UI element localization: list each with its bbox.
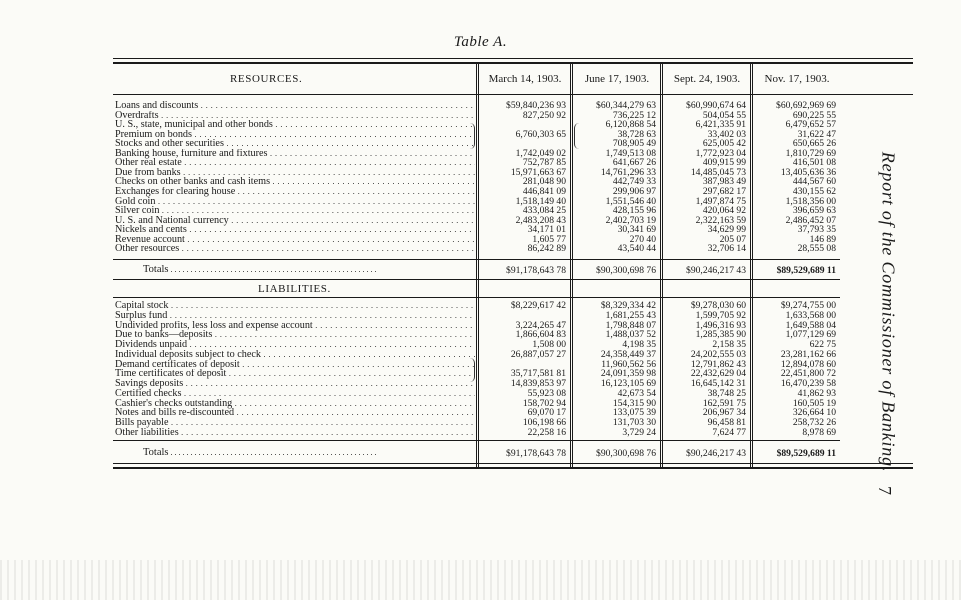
table-cell: 420,064 92	[702, 205, 746, 217]
column-rule	[660, 64, 661, 468]
column-rule	[478, 64, 479, 468]
row-label: Gold coin . . .	[115, 197, 475, 207]
top-rule	[113, 58, 913, 59]
table-cell: 24,091,359 98	[600, 368, 656, 380]
page-number: 7	[875, 486, 895, 495]
row-label: Loans and discounts . . .	[115, 101, 475, 111]
table-cell: 297,682 17	[702, 185, 746, 197]
table-cell: 1,681,255 43	[605, 309, 656, 321]
column-rule	[750, 64, 751, 468]
page-edge-speckle	[0, 560, 961, 600]
table-cell: 641,667 26	[612, 157, 656, 169]
liabilities-title: LIABILITIES.	[258, 283, 331, 295]
column-rule	[572, 64, 573, 468]
table-cell: $60,344,279 63	[596, 100, 656, 111]
brace	[470, 358, 475, 382]
row-label: Nickels and cents . . .	[115, 225, 475, 235]
table-cell: 7,624 77	[712, 426, 746, 438]
table-cell: 3,224,265 47	[515, 319, 566, 331]
column-rule	[570, 64, 571, 468]
table-cell: 35,717,581 81	[510, 368, 566, 380]
subtotal-rule	[113, 440, 840, 441]
table-cell: 12,894,078 60	[780, 358, 836, 370]
table-cell: $9,274,755 00	[780, 300, 836, 311]
table-cell: 2,158 35	[712, 339, 746, 350]
row-label: U. S. and National currency . . .	[115, 216, 475, 226]
table-cell: 430,155 62	[792, 185, 836, 197]
table-cell: 1,488,037 52	[605, 329, 656, 341]
column-header: Nov. 17, 1903.	[764, 73, 830, 85]
table-cell: 1,605 77	[532, 233, 566, 245]
table-cell: 33,402 03	[707, 128, 746, 140]
resources-total: $89,529,689 11	[776, 265, 836, 276]
running-title: Report of the Commissioner of Banking.	[878, 151, 899, 473]
row-label: Silver coin . . .	[115, 206, 475, 216]
resources-total-label: Totals . . .	[143, 264, 473, 275]
column-rule	[476, 64, 477, 468]
table-cell: 1,508 00	[532, 339, 566, 350]
table-cell: 23,281,162 66	[780, 348, 836, 360]
table-cell: 1,518,149 40	[515, 195, 566, 207]
row-label: Stocks and other securities . . .	[115, 139, 475, 149]
row-label: Savings deposits . . .	[115, 379, 475, 389]
resources-title: RESOURCES.	[230, 73, 303, 85]
table-cell: 270 40	[629, 233, 656, 245]
table-cell: 24,358,449 37	[600, 348, 656, 360]
table-cell: 16,645,142 31	[690, 378, 746, 389]
table-cell: 281,048 90	[522, 176, 566, 188]
table-cell: 22,432,629 04	[690, 368, 746, 380]
liabilities-total-label: Totals . . .	[143, 447, 473, 458]
table-cell: 4,198 35	[622, 339, 656, 350]
table-cell: 433,084 25	[522, 205, 566, 217]
row-label: Surplus fund . . .	[115, 311, 475, 321]
table-cell: 34,171 01	[527, 224, 566, 236]
column-rule	[662, 64, 663, 468]
row-label: Revenue account . . .	[115, 235, 475, 245]
table-cell: 38,728 63	[617, 128, 656, 140]
table-cell: 2,322,163 59	[695, 214, 746, 226]
table-cell: $8,329,334 42	[600, 300, 656, 311]
table-cell: 14,485,045 73	[690, 166, 746, 178]
table-cell: 69,070 17	[527, 407, 566, 419]
row-label: Due from banks . . .	[115, 168, 475, 178]
table-cell: 1,285,385 90	[695, 329, 746, 341]
table-cell: 622 75	[809, 339, 836, 350]
table-cell: 258,732 26	[792, 417, 836, 428]
row-label: Bills payable . . .	[115, 418, 475, 428]
table-cell: 24,202,555 03	[690, 348, 746, 360]
row-label: Checks on other banks and cash items . . .	[115, 177, 475, 187]
table-cell: 55,923 08	[527, 387, 566, 399]
table-cell: 34,629 99	[707, 224, 746, 236]
table-cell: 2,483,208 43	[515, 214, 566, 226]
row-label: Dividends unpaid . . .	[115, 340, 475, 350]
row-label: Cashier's checks outstanding . . .	[115, 399, 475, 409]
row-label: Notes and bills re-discounted . . .	[115, 408, 475, 418]
table-cell: 736,225 12	[612, 109, 656, 121]
table-cell: 2,402,703 19	[605, 214, 656, 226]
table-cell: 131,703 30	[612, 417, 656, 428]
column-header: March 14, 1903.	[488, 73, 562, 85]
table-cell: 11,960,562 56	[601, 358, 656, 370]
table-cell: 154,315 90	[612, 397, 656, 409]
table-cell: 26,887,057 27	[510, 348, 566, 360]
table-cell: 396,659 63	[792, 205, 836, 217]
table-cell: 106,198 66	[522, 417, 566, 428]
table-cell: 43,540 44	[617, 243, 656, 255]
table-cell: 158,702 94	[522, 397, 566, 409]
liabilities-total: $91,178,643 78	[506, 448, 566, 459]
row-label: Demand certificates of deposit . . .	[115, 360, 475, 370]
liabilities-rule	[113, 297, 840, 298]
row-label: Other liabilities . . .	[115, 428, 475, 438]
row-label: Due to banks—deposits . . .	[115, 330, 475, 340]
row-label: Certified checks . . .	[115, 389, 475, 399]
table-cell: 42,673 54	[617, 387, 656, 399]
table-cell: 31,622 47	[797, 128, 836, 140]
table-cell: $60,990,674 64	[686, 100, 746, 111]
table-cell: 96,458 81	[707, 417, 746, 428]
table-cell: 650,665 26	[792, 138, 836, 150]
table-cell: 1,077,129 69	[785, 329, 836, 341]
top-rule-heavy	[113, 62, 913, 64]
table-cell: $59,840,236 93	[506, 100, 566, 111]
table-cell: 387,983 49	[702, 176, 746, 188]
table-cell: 428,155 96	[612, 205, 656, 217]
table-cell: 38,748 25	[707, 387, 746, 399]
table-cell: 16,470,239 58	[780, 378, 836, 389]
table-cell: 16,123,105 69	[600, 378, 656, 389]
table-cell: 690,225 55	[792, 109, 836, 121]
liabilities-total: $89,529,689 11	[776, 448, 836, 459]
liabilities-total: $90,300,698 76	[596, 448, 656, 459]
table-cell: 504,054 55	[702, 109, 746, 121]
row-label: Capital stock . . .	[115, 301, 475, 311]
table-cell: 625,005 42	[702, 138, 746, 150]
table-cell: 1,798,848 07	[605, 319, 656, 331]
table-cell: 15,971,663 67	[510, 166, 566, 178]
table-cell: 6,120,868 54	[605, 119, 656, 131]
table-cell: 827,250 92	[522, 109, 566, 121]
row-label: Other real estate . . .	[115, 158, 475, 168]
table-cell: 1,551,546 40	[605, 195, 656, 207]
table-caption: Table A.	[453, 34, 508, 50]
table-cell: 6,760,303 65	[515, 128, 566, 140]
table-cell: 2,486,452 07	[785, 214, 836, 226]
table-cell: 1,518,356 00	[785, 195, 836, 207]
table-cell: 1,496,316 93	[695, 319, 746, 331]
row-label: Premium on bonds . . .	[115, 130, 475, 140]
bottom-rule-heavy	[113, 467, 913, 469]
row-label: Individual deposits subject to check . . .	[115, 350, 475, 360]
resources-total: $91,178,643 78	[506, 265, 566, 276]
row-label: Other resources . . .	[115, 244, 475, 254]
table-cell: 160,505 19	[792, 397, 836, 409]
table-cell: 28,555 08	[797, 243, 836, 255]
table-cell: 13,405,636 36	[780, 166, 836, 178]
liabilities-total: $90,246,217 43	[686, 448, 746, 459]
table-cell: 6,479,652 57	[785, 119, 836, 131]
table-cell: 86,242 89	[527, 243, 566, 255]
table-cell: $60,692,969 69	[776, 100, 836, 111]
table-cell: 299,906 97	[612, 185, 656, 197]
subtotal-rule	[113, 259, 840, 260]
table-cell: 37,793 35	[797, 224, 836, 236]
table-cell: 1,810,729 69	[785, 147, 836, 159]
table-cell: 6,421,335 91	[695, 119, 746, 131]
table-cell: 326,664 10	[792, 407, 836, 419]
table-cell: 1,497,874 75	[695, 195, 746, 207]
total-rule	[113, 279, 840, 280]
table-cell: 30,341 69	[617, 224, 656, 236]
column-header: June 17, 1903.	[584, 73, 650, 85]
brace	[470, 123, 475, 149]
resources-total: $90,246,217 43	[686, 265, 746, 276]
table-cell: 1,772,923 04	[695, 147, 746, 159]
bottom-rule	[113, 463, 913, 464]
table-cell: 1,599,705 92	[695, 309, 746, 321]
table-cell: 1,866,604 83	[515, 329, 566, 341]
table-cell: 752,787 85	[522, 157, 566, 169]
table-cell: 1,633,568 00	[785, 309, 836, 321]
row-label: Overdrafts . . .	[115, 111, 475, 121]
table-cell: 205 07	[719, 233, 746, 245]
row-label: Undivided profits, less loss and expense account . . .	[115, 321, 475, 331]
table-cell: 162,591 75	[702, 397, 746, 409]
table-cell: 12,791,862 43	[690, 358, 746, 370]
table-cell: 3,729 24	[622, 426, 656, 438]
row-label: Exchanges for clearing house . . .	[115, 187, 475, 197]
table-cell: 8,978 69	[802, 426, 836, 438]
table-cell: 41,862 93	[797, 387, 836, 399]
brace	[574, 123, 579, 149]
table-cell: $8,229,617 42	[510, 300, 566, 311]
table-cell: 416,501 08	[792, 157, 836, 169]
table-cell: 1,742,049 02	[515, 147, 566, 159]
row-label: Banking house, furniture and fixtures . . .	[115, 149, 475, 159]
table-cell: 1,749,513 08	[605, 147, 656, 159]
table-cell: 446,841 09	[522, 185, 566, 197]
table-cell: 14,839,853 97	[510, 378, 566, 389]
column-rule	[752, 64, 753, 468]
table-cell: 1,649,588 04	[785, 319, 836, 331]
resources-total: $90,300,698 76	[596, 265, 656, 276]
row-label: Time certificates of deposit . . .	[115, 369, 475, 379]
header-rule	[113, 94, 913, 95]
table-cell: 409,915 99	[702, 157, 746, 169]
table-cell: 133,075 39	[612, 407, 656, 419]
table-cell: 22,451,800 72	[780, 368, 836, 380]
column-header: Sept. 24, 1903.	[673, 73, 741, 85]
table-cell: 14,761,296 33	[600, 166, 656, 178]
table-cell: 146 89	[809, 233, 836, 245]
table-cell: 22,258 16	[527, 426, 566, 438]
table-cell: 708,905 49	[612, 138, 656, 150]
table-cell: 442,749 33	[612, 176, 656, 188]
table-cell: 206,967 34	[702, 407, 746, 419]
table-cell: 444,567 60	[792, 176, 836, 188]
row-label: U. S., state, municipal and other bonds . . .	[115, 120, 475, 130]
table-cell: $9,278,030 60	[690, 300, 746, 311]
table-cell: 32,706 14	[707, 243, 746, 255]
